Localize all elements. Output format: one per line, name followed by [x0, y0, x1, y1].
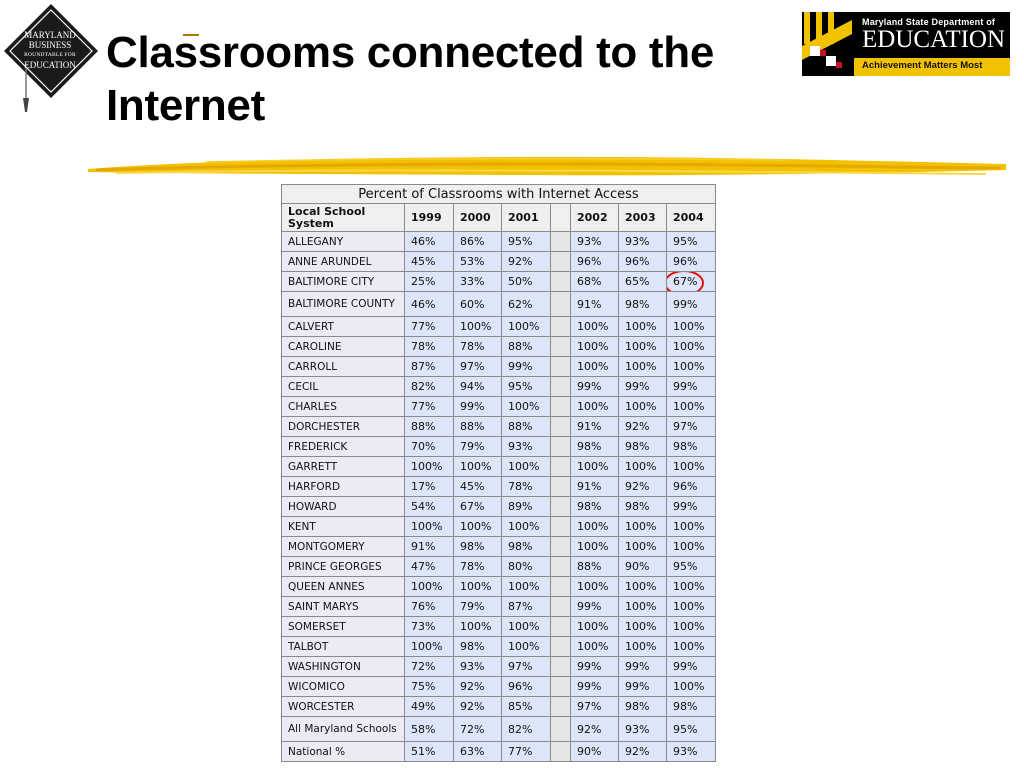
percent-cell: 100% [454, 577, 502, 597]
percent-cell: 92% [454, 697, 502, 717]
spacer-cell [551, 537, 571, 557]
percent-cell: 75% [405, 677, 454, 697]
system-name-cell: MONTGOMERY [282, 537, 405, 557]
percent-cell: 96% [667, 252, 716, 272]
system-name-cell: BALTIMORE COUNTY [282, 292, 405, 317]
percent-cell: 58% [405, 717, 454, 742]
percent-cell: 100% [454, 317, 502, 337]
maryland-flag-icon [802, 12, 852, 76]
percent-cell: 97% [571, 697, 619, 717]
percent-cell: 93% [619, 717, 667, 742]
percent-cell: 98% [619, 497, 667, 517]
system-name-cell: HARFORD [282, 477, 405, 497]
percent-cell: 100% [571, 517, 619, 537]
spacer-cell [551, 357, 571, 377]
percent-cell: 100% [619, 337, 667, 357]
percent-cell: 99% [667, 377, 716, 397]
percent-cell: 99% [667, 292, 716, 317]
percent-cell: 100% [667, 637, 716, 657]
percent-cell: 54% [405, 497, 454, 517]
percent-cell: 89% [502, 497, 551, 517]
percent-cell: 100% [454, 517, 502, 537]
percent-cell: 100% [454, 457, 502, 477]
spacer-cell [551, 617, 571, 637]
percent-cell: 100% [619, 537, 667, 557]
table-row [282, 657, 716, 677]
percent-cell: 100% [619, 597, 667, 617]
table-row [282, 252, 716, 272]
percent-cell: 100% [619, 577, 667, 597]
percent-cell: 99% [619, 677, 667, 697]
table-row [282, 697, 716, 717]
percent-cell: 88% [502, 417, 551, 437]
percent-cell: 45% [454, 477, 502, 497]
percent-cell: 99% [571, 657, 619, 677]
percent-cell: 100% [667, 617, 716, 637]
spacer-cell [551, 292, 571, 317]
percent-cell: 100% [619, 317, 667, 337]
percent-cell: 99% [619, 657, 667, 677]
table-title: Percent of Classrooms with Internet Access [281, 184, 716, 203]
percent-cell: 87% [405, 357, 454, 377]
percent-cell: 86% [454, 232, 502, 252]
percent-cell: 100% [571, 317, 619, 337]
spacer-cell [551, 577, 571, 597]
percent-cell: 100% [619, 397, 667, 417]
percent-cell: 100% [667, 457, 716, 477]
spacer-cell [551, 697, 571, 717]
percent-cell: 100% [405, 457, 454, 477]
table-row [282, 377, 716, 397]
percent-cell: 49% [405, 697, 454, 717]
percent-cell: 47% [405, 557, 454, 577]
percent-cell: 76% [405, 597, 454, 617]
percent-cell: 98% [571, 437, 619, 457]
system-name-cell: GARRETT [282, 457, 405, 477]
spacer-cell [551, 232, 571, 252]
roundtable-logo [2, 2, 100, 114]
percent-cell [667, 272, 716, 292]
system-name-cell: TALBOT [282, 637, 405, 657]
column-header-year: 2004 [667, 204, 716, 232]
percent-cell: 72% [405, 657, 454, 677]
percent-cell: 98% [454, 537, 502, 557]
column-header-year: 1999 [405, 204, 454, 232]
column-header-year: 2002 [571, 204, 619, 232]
system-name-cell: CHARLES [282, 397, 405, 417]
percent-cell: 96% [502, 677, 551, 697]
percent-cell: 100% [667, 317, 716, 337]
percent-cell: 60% [454, 292, 502, 317]
percent-cell: 100% [667, 677, 716, 697]
system-name-cell: WICOMICO [282, 677, 405, 697]
spacer-cell [551, 417, 571, 437]
percent-cell: 100% [667, 577, 716, 597]
percent-cell: 77% [502, 742, 551, 762]
percent-cell: 17% [405, 477, 454, 497]
percent-cell: 90% [619, 557, 667, 577]
percent-cell: 88% [405, 417, 454, 437]
percent-cell: 63% [454, 742, 502, 762]
spacer-cell [551, 252, 571, 272]
percent-cell: 82% [502, 717, 551, 742]
percent-cell: 100% [502, 397, 551, 417]
msde-logo [802, 12, 1010, 76]
internet-access-table [281, 184, 716, 762]
percent-cell: 100% [667, 597, 716, 617]
percent-cell: 88% [502, 337, 551, 357]
percent-cell: 95% [502, 377, 551, 397]
system-name-cell: SAINT MARYS [282, 597, 405, 617]
spacer-cell [551, 272, 571, 292]
table-row [282, 517, 716, 537]
percent-cell: 98% [667, 697, 716, 717]
table-row [282, 357, 716, 377]
table-row [282, 417, 716, 437]
table-row [282, 597, 716, 617]
percent-cell: 96% [667, 477, 716, 497]
system-name-cell: FREDERICK [282, 437, 405, 457]
msde-org-text: Maryland State Department of [862, 17, 996, 27]
percent-cell: 93% [619, 232, 667, 252]
table-row [282, 537, 716, 557]
percent-cell: 100% [502, 577, 551, 597]
percent-cell: 98% [619, 292, 667, 317]
percent-cell: 99% [571, 677, 619, 697]
system-name-cell: SOMERSET [282, 617, 405, 637]
percent-cell: 100% [667, 337, 716, 357]
percent-cell: 100% [571, 537, 619, 557]
percent-cell: 77% [405, 317, 454, 337]
table-row [282, 292, 716, 317]
percent-cell: 67% [454, 497, 502, 517]
spacer-cell [551, 477, 571, 497]
table-row [282, 477, 716, 497]
column-header-spacer [551, 204, 571, 232]
spacer-cell [551, 637, 571, 657]
table-row [282, 232, 716, 252]
percent-cell: 95% [667, 717, 716, 742]
table-row [282, 677, 716, 697]
column-header-year: 2003 [619, 204, 667, 232]
percent-cell: 77% [405, 397, 454, 417]
percent-cell: 92% [502, 252, 551, 272]
percent-cell: 87% [502, 597, 551, 617]
percent-cell: 45% [405, 252, 454, 272]
percent-cell: 92% [619, 477, 667, 497]
percent-cell: 100% [502, 637, 551, 657]
percent-cell: 100% [667, 517, 716, 537]
percent-cell: 93% [571, 232, 619, 252]
spacer-cell [551, 717, 571, 742]
percent-cell: 94% [454, 377, 502, 397]
percent-cell: 99% [454, 397, 502, 417]
spacer-cell [551, 437, 571, 457]
percent-cell: 100% [619, 617, 667, 637]
percent-cell: 97% [502, 657, 551, 677]
percent-cell: 100% [502, 457, 551, 477]
percent-cell: 100% [405, 637, 454, 657]
spacer-cell [551, 677, 571, 697]
percent-cell: 88% [454, 417, 502, 437]
percent-cell: 33% [454, 272, 502, 292]
table-row [282, 397, 716, 417]
column-header-system: Local School System [282, 204, 405, 232]
percent-cell: 99% [571, 597, 619, 617]
roundtable-text [2, 30, 98, 70]
roundtable-line-4: EDUCATION [24, 60, 76, 70]
system-name-cell: CALVERT [282, 317, 405, 337]
percent-cell: 92% [619, 417, 667, 437]
system-name-cell: BALTIMORE CITY [282, 272, 405, 292]
percent-cell: 100% [667, 357, 716, 377]
percent-cell: 99% [619, 377, 667, 397]
table-row [282, 437, 716, 457]
percent-cell: 100% [571, 337, 619, 357]
percent-cell: 99% [667, 657, 716, 677]
table-row [282, 557, 716, 577]
highlighted-value: 67% [673, 275, 698, 288]
roundtable-line-2: BUSINESS [28, 40, 72, 50]
percent-cell: 73% [405, 617, 454, 637]
table-row [282, 637, 716, 657]
percent-cell: 92% [571, 717, 619, 742]
percent-cell: 100% [571, 357, 619, 377]
percent-cell: 99% [667, 497, 716, 517]
percent-cell: 91% [571, 417, 619, 437]
percent-cell: 51% [405, 742, 454, 762]
percent-cell: 98% [667, 437, 716, 457]
percent-cell: 91% [571, 477, 619, 497]
percent-cell: 46% [405, 292, 454, 317]
system-name-cell: ANNE ARUNDEL [282, 252, 405, 272]
percent-cell: 65% [619, 272, 667, 292]
percent-cell: 53% [454, 252, 502, 272]
percent-cell: 98% [619, 437, 667, 457]
roundtable-line-3: ROUNDTABLE FOR [24, 52, 76, 58]
percent-cell: 78% [454, 557, 502, 577]
percent-cell: 100% [619, 637, 667, 657]
percent-cell: 100% [454, 617, 502, 637]
percent-cell: 100% [502, 517, 551, 537]
percent-cell: 78% [405, 337, 454, 357]
percent-cell: 97% [667, 417, 716, 437]
percent-cell: 100% [502, 317, 551, 337]
percent-cell: 100% [405, 517, 454, 537]
table-row [282, 317, 716, 337]
spacer-cell [551, 397, 571, 417]
percent-cell: 50% [502, 272, 551, 292]
table-row [282, 457, 716, 477]
percent-cell: 96% [619, 252, 667, 272]
system-name-cell: CAROLINE [282, 337, 405, 357]
percent-cell: 100% [571, 457, 619, 477]
percent-cell: 100% [619, 357, 667, 377]
table-row [282, 337, 716, 357]
column-header-year: 2001 [502, 204, 551, 232]
percent-cell: 100% [571, 397, 619, 417]
percent-cell: 95% [502, 232, 551, 252]
percent-cell: 70% [405, 437, 454, 457]
percent-cell: 79% [454, 437, 502, 457]
brush-stroke-divider [86, 148, 1008, 188]
percent-cell: 99% [502, 357, 551, 377]
percent-cell: 72% [454, 717, 502, 742]
percent-cell: 92% [619, 742, 667, 762]
percent-cell: 98% [502, 537, 551, 557]
percent-cell: 96% [571, 252, 619, 272]
spacer-cell [551, 377, 571, 397]
system-name-cell: WORCESTER [282, 697, 405, 717]
percent-cell: 99% [571, 377, 619, 397]
spacer-cell [551, 317, 571, 337]
percent-cell: 91% [571, 292, 619, 317]
roundtable-line-1: MARYLAND [24, 30, 76, 40]
slide-title: Classrooms connected to the Internet [106, 28, 715, 130]
spacer-cell [551, 742, 571, 762]
system-name-cell: PRINCE GEORGES [282, 557, 405, 577]
percent-cell: 68% [571, 272, 619, 292]
percent-cell: 100% [571, 637, 619, 657]
percent-cell: 97% [454, 357, 502, 377]
system-name-cell: HOWARD [282, 497, 405, 517]
percent-cell: 95% [667, 557, 716, 577]
percent-cell: 80% [502, 557, 551, 577]
system-name-cell: ALLEGANY [282, 232, 405, 252]
system-name-cell: National % [282, 742, 405, 762]
spacer-cell [551, 337, 571, 357]
percent-cell: 95% [667, 232, 716, 252]
percent-cell: 88% [571, 557, 619, 577]
table-row [282, 577, 716, 597]
spacer-cell [551, 497, 571, 517]
system-name-cell: WASHINGTON [282, 657, 405, 677]
table-header-row [282, 204, 716, 232]
percent-cell: 90% [571, 742, 619, 762]
system-name-cell: All Maryland Schools [282, 717, 405, 742]
spacer-cell [551, 557, 571, 577]
percent-cell: 100% [667, 537, 716, 557]
percent-cell: 100% [502, 617, 551, 637]
spacer-cell [551, 597, 571, 617]
column-header-year: 2000 [454, 204, 502, 232]
percent-cell: 79% [454, 597, 502, 617]
table-row [282, 272, 716, 292]
percent-cell: 91% [405, 537, 454, 557]
table-row [282, 742, 716, 762]
spacer-cell [551, 657, 571, 677]
percent-cell: 98% [454, 637, 502, 657]
percent-cell: 92% [454, 677, 502, 697]
percent-cell: 85% [502, 697, 551, 717]
system-name-cell: QUEEN ANNES [282, 577, 405, 597]
percent-cell: 82% [405, 377, 454, 397]
table-row [282, 497, 716, 517]
percent-cell: 93% [667, 742, 716, 762]
percent-cell: 100% [571, 577, 619, 597]
spacer-cell [551, 457, 571, 477]
table-row [282, 717, 716, 742]
spacer-cell [551, 517, 571, 537]
percent-cell: 100% [405, 577, 454, 597]
percent-cell: 78% [454, 337, 502, 357]
percent-cell: 78% [502, 477, 551, 497]
percent-cell: 98% [619, 697, 667, 717]
system-name-cell: CARROLL [282, 357, 405, 377]
system-name-cell: CECIL [282, 377, 405, 397]
percent-cell: 100% [619, 517, 667, 537]
internet-access-table-wrap [281, 184, 716, 762]
percent-cell: 98% [571, 497, 619, 517]
percent-cell: 100% [667, 397, 716, 417]
percent-cell: 100% [619, 457, 667, 477]
percent-cell: 46% [405, 232, 454, 252]
system-name-cell: DORCHESTER [282, 417, 405, 437]
percent-cell: 62% [502, 292, 551, 317]
percent-cell: 93% [454, 657, 502, 677]
msde-name-text: EDUCATION [862, 26, 1006, 53]
system-name-cell: KENT [282, 517, 405, 537]
percent-cell: 100% [571, 617, 619, 637]
table-row [282, 617, 716, 637]
percent-cell: 93% [502, 437, 551, 457]
percent-cell: 25% [405, 272, 454, 292]
msde-tagline: Achievement Matters Most [862, 60, 983, 71]
